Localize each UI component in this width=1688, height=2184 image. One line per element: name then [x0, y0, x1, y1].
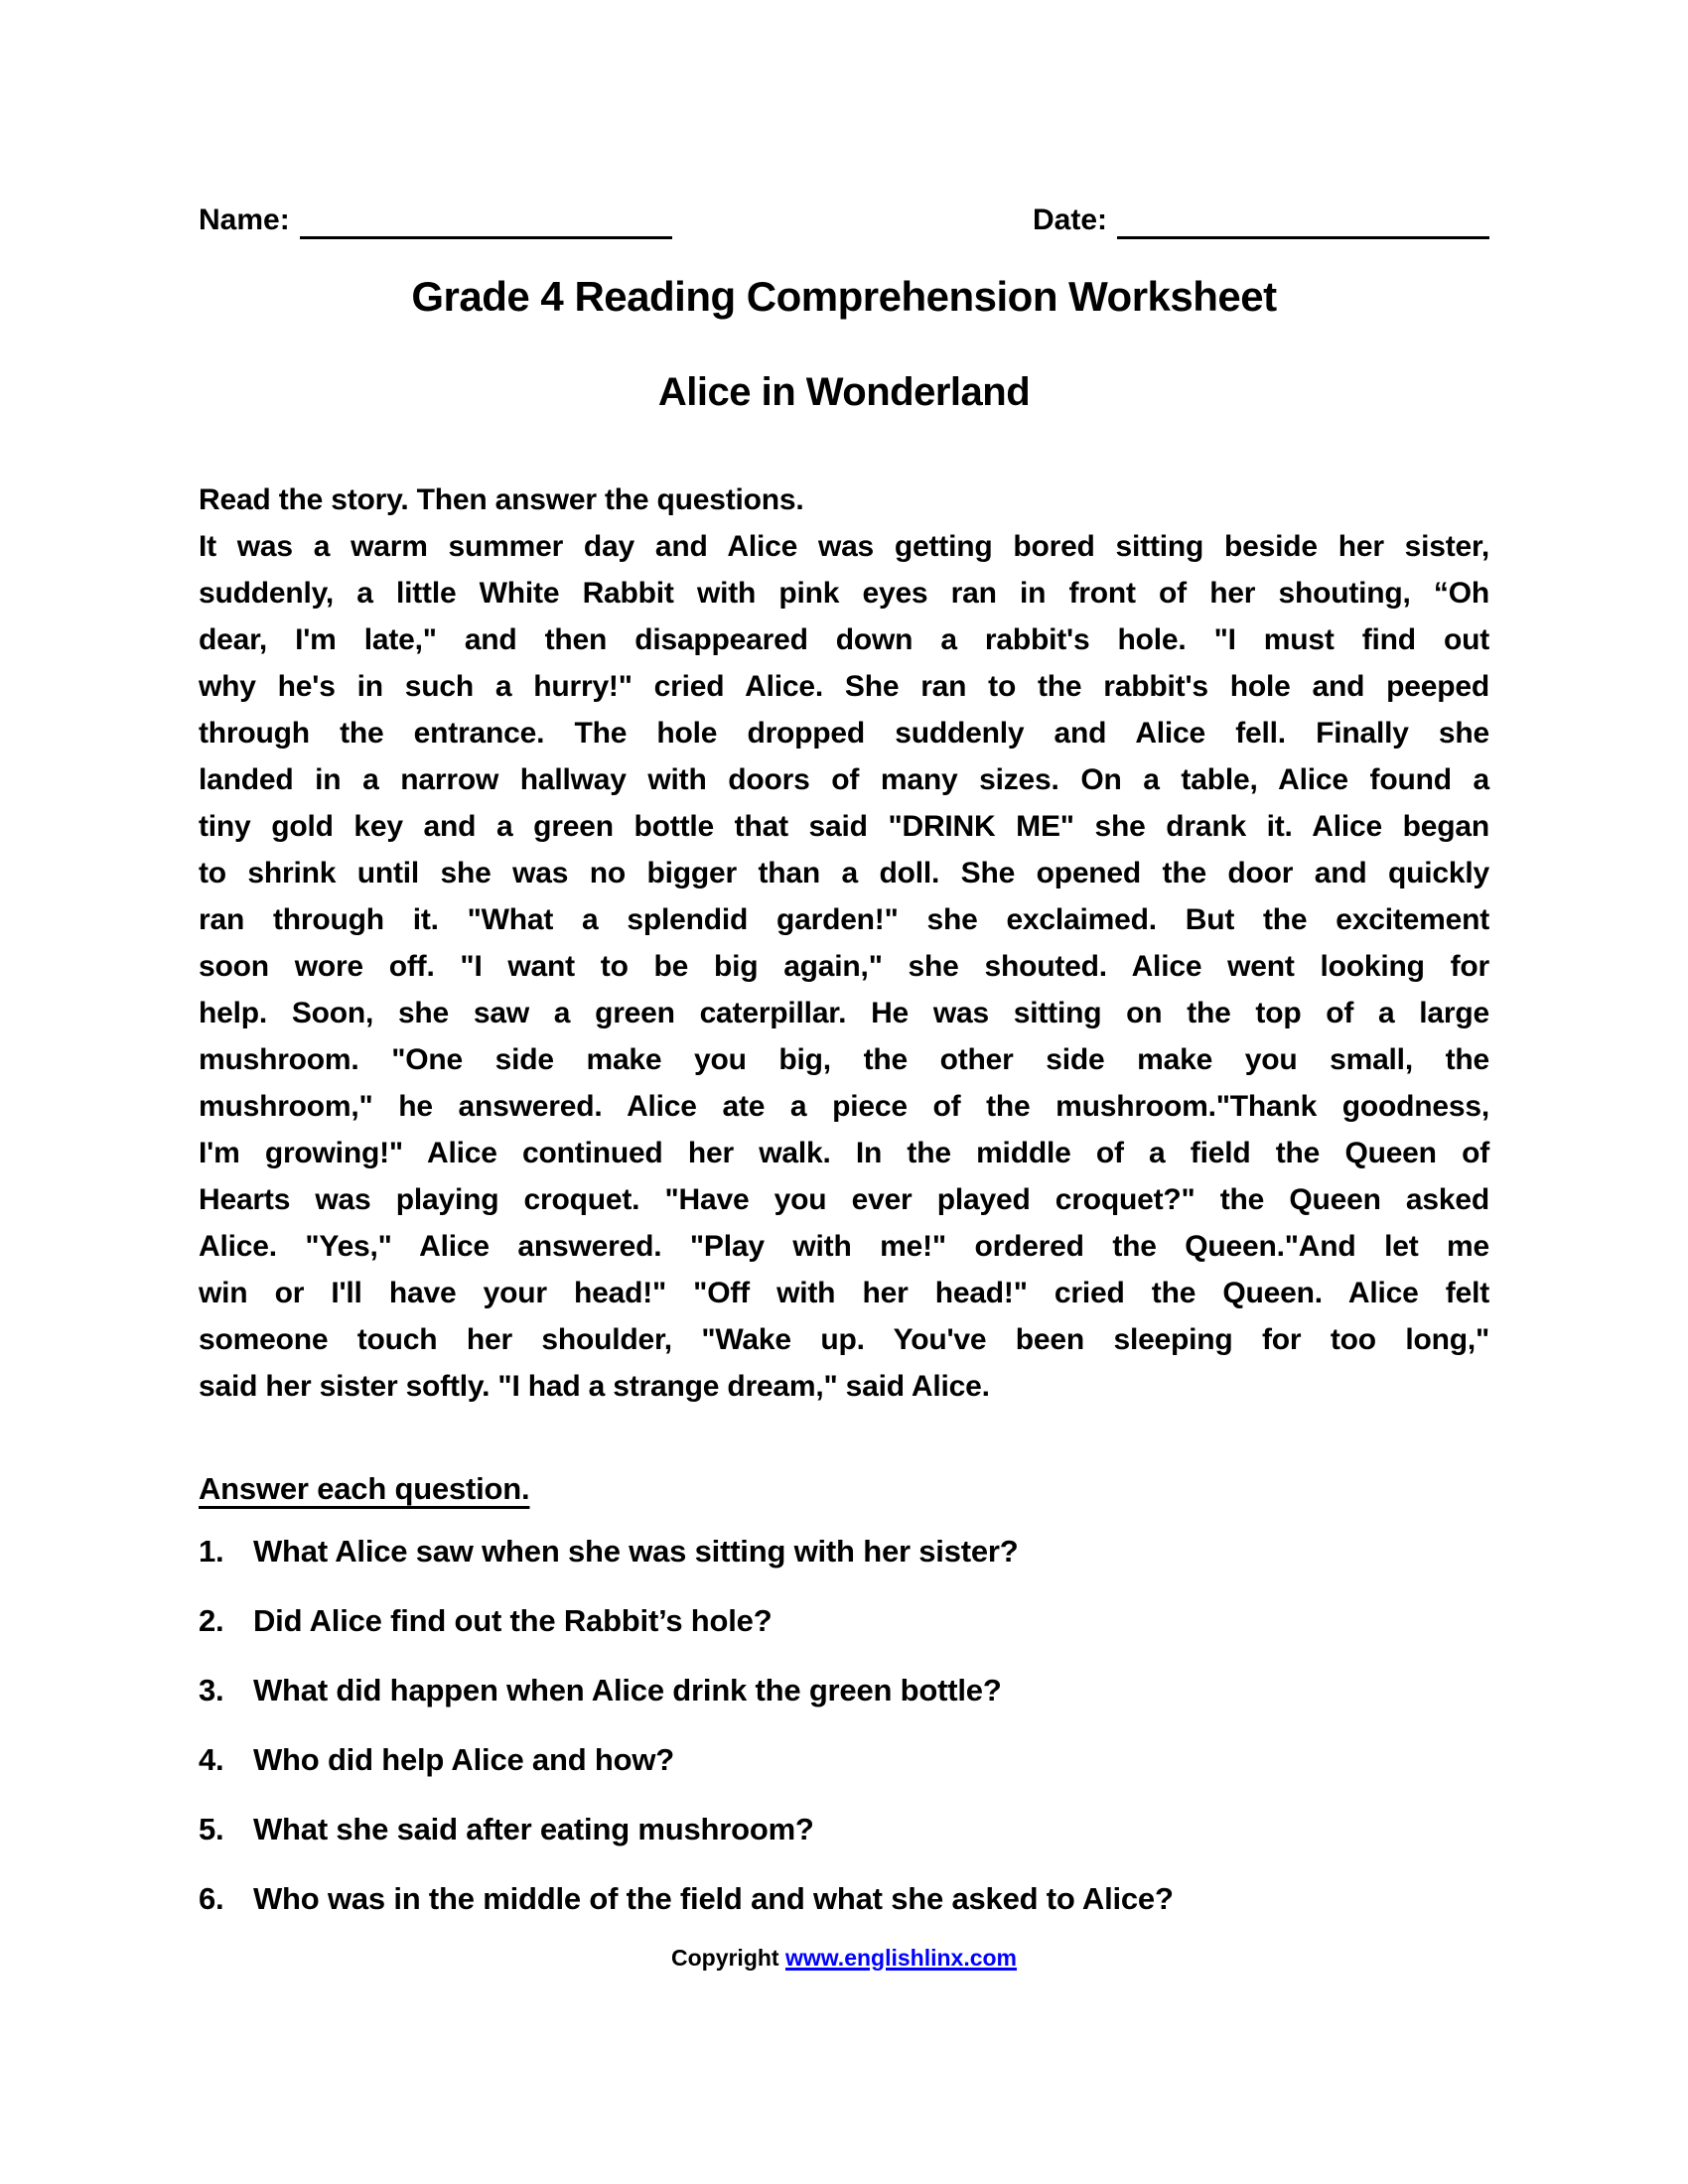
copyright-label: Copyright — [670, 1945, 779, 1971]
story-line: someone touch her shoulder, "Wake up. You've been sleeping for too long," — [199, 1323, 1489, 1356]
question-text: What did happen when Alice drink the green bottle? — [253, 1673, 1002, 1707]
story-line: win or I'll have your head!" "Off with her head!" cried the Queen. Alice felt — [199, 1277, 1489, 1309]
date-label: Date: — [1032, 204, 1107, 236]
story-line: suddenly, a little White Rabbit with pink eyes ran in front of her shouting, “Oh — [199, 577, 1489, 610]
question-item — [199, 1736, 1489, 1783]
story-paragraph — [199, 523, 1489, 1410]
question-number: 5. — [199, 1812, 224, 1846]
name-field — [199, 204, 672, 239]
questions-heading: Answer each question. — [199, 1471, 530, 1506]
question-item — [199, 1806, 1489, 1852]
story-line: ran through it. "What a splendid garden!" she exclaimed. But the excitement — [199, 903, 1489, 936]
date-field — [1033, 204, 1489, 239]
story-line: I'm growing!" Alice continued her walk. In the middle of a field the Queen of — [199, 1137, 1489, 1169]
question-text: Who was in the middle of the field and what she asked to Alice? — [253, 1881, 1174, 1916]
story-line: why he's in such a hurry!" cried Alice. She ran to the rabbit's hole and peeped — [199, 670, 1489, 703]
page-subtitle: Alice in Wonderland — [657, 370, 1031, 414]
question-item — [199, 1667, 1489, 1713]
question-item — [199, 1528, 1489, 1574]
question-number: 4. — [199, 1742, 224, 1777]
story-line: soon wore off. "I want to be big again," she shouted. Alice went looking for — [199, 950, 1489, 983]
story-line: through the entrance. The hole dropped suddenly and Alice fell. Finally she — [199, 717, 1489, 750]
header-row — [199, 204, 1489, 239]
questions-list — [199, 1528, 1489, 1922]
page-title: Grade 4 Reading Comprehension Worksheet — [411, 273, 1277, 320]
question-number: 2. — [199, 1603, 224, 1638]
story-line: said her sister softly. "I had a strange dream," said Alice. — [199, 1370, 990, 1403]
question-number: 1. — [199, 1534, 224, 1569]
question-item — [199, 1875, 1489, 1922]
question-text: What she said after eating mushroom? — [253, 1812, 814, 1846]
name-blank-line — [300, 229, 672, 239]
date-blank-line — [1117, 229, 1489, 239]
question-number: 6. — [199, 1881, 224, 1916]
story-line: Hearts was playing croquet. "Have you ever played croquet?" the Queen asked — [199, 1183, 1489, 1216]
footer — [199, 1945, 1489, 1972]
story-line: landed in a narrow hallway with doors of many sizes. On a table, Alice found a — [199, 763, 1489, 796]
story-line: mushroom," he answered. Alice ate a piece of the mushroom."Thank goodness, — [199, 1090, 1489, 1123]
question-text: What Alice saw when she was sitting with her sister? — [253, 1534, 1019, 1569]
question-number: 3. — [199, 1673, 224, 1707]
story-line: to shrink until she was no bigger than a doll. She opened the door and quickly — [199, 857, 1489, 889]
question-text: Who did help Alice and how? — [253, 1742, 674, 1777]
story-line: mushroom. "One side make you big, the other side make you small, the — [199, 1043, 1489, 1076]
copyright-link[interactable]: www.englishlinx.com — [784, 1945, 1018, 1971]
story-line: Alice. "Yes," Alice answered. "Play with me!" ordered the Queen."And let me — [199, 1230, 1489, 1263]
story-line: tiny gold key and a green bottle that said "DRINK ME" she drank it. Alice began — [199, 810, 1489, 843]
question-item — [199, 1597, 1489, 1644]
story-line: dear, I'm late," and then disappeared down a rabbit's hole. "I must find out — [199, 623, 1489, 656]
story-line: It was a warm summer day and Alice was getting bored sitting beside her sister, — [199, 530, 1489, 563]
instruction-text: Read the story. Then answer the questions. — [199, 483, 804, 516]
question-text: Did Alice find out the Rabbit’s hole? — [253, 1603, 773, 1638]
story-line: help. Soon, she saw a green caterpillar. He was sitting on the top of a large — [199, 997, 1489, 1029]
name-label: Name: — [199, 204, 290, 236]
